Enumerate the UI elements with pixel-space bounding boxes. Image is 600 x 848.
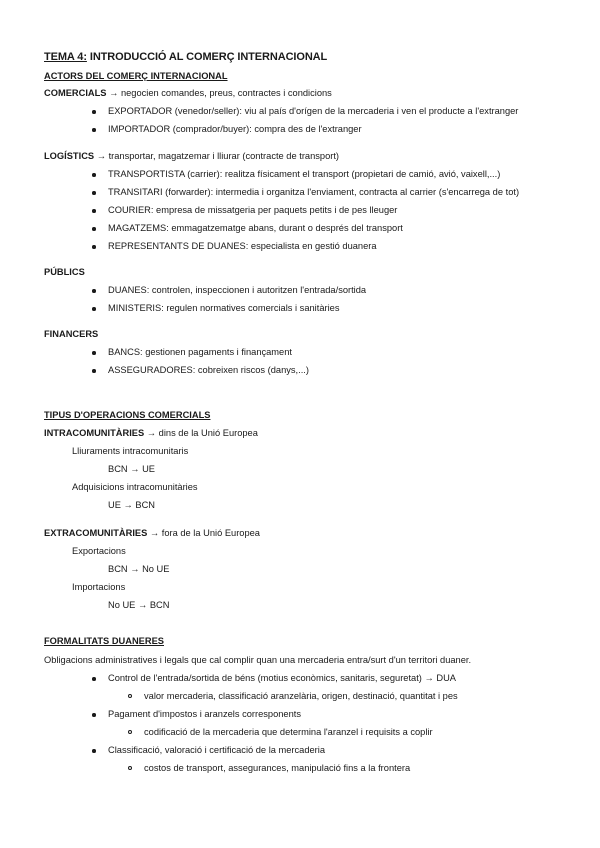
bullet-icon xyxy=(92,369,96,373)
category-financers: FINANCERS xyxy=(44,329,99,339)
list-item: BANCS: gestionen pagaments i finançament xyxy=(108,347,292,357)
subcategory-importacions: Importacions xyxy=(72,582,126,592)
subcategory-lliuraments: Lliuraments intracomunitaris xyxy=(72,446,189,456)
sub-bullet-icon xyxy=(128,766,132,770)
list-item: IMPORTADOR (comprador/buyer): compra des de l'extranger xyxy=(108,124,362,134)
list-item: MAGATZEMS: emmagatzematge abans, durant o després del transport xyxy=(108,223,403,233)
page-title xyxy=(44,51,327,63)
list-item: Control de l'entrada/sortida de béns (motius econòmics, sanitaris, seguretat) → DUA xyxy=(108,673,456,683)
category-desc: → dins de la Unió Europea xyxy=(144,428,258,438)
section-heading-formalitats: FORMALITATS DUANERES xyxy=(44,636,164,646)
bullet-icon xyxy=(92,209,96,213)
list-item: TRANSITARI (forwarder): intermedia i organitza l'enviament, contracta al carrier (s'encarrega de tot) xyxy=(108,187,520,197)
flow-lliuraments: BCN → UE xyxy=(108,464,156,474)
list-item: REPRESENTANTS DE DUANES: especialista en gestió duanera xyxy=(108,241,377,251)
list-item: COURIER: empresa de missatgeria per paquets petits i de pes lleuger xyxy=(108,205,398,215)
sub-list-item: costos de transport, assegurances, manipulació fins a la frontera xyxy=(144,763,411,773)
category-desc: → negocien comandes, preus, contractes i condicions xyxy=(106,88,332,98)
category-label: LOGÍSTICS xyxy=(44,151,95,161)
category-label: COMERCIALS xyxy=(44,88,107,98)
section-heading-actors: ACTORS DEL COMERÇ INTERNACIONAL xyxy=(44,71,228,81)
bullet-icon xyxy=(92,110,96,114)
bullet-icon xyxy=(92,227,96,231)
list-item: TRANSPORTISTA (carrier): realitza físicament el transport (propietari de camió, avió, vaixell,...) xyxy=(108,169,501,179)
bullet-icon xyxy=(92,351,96,355)
flow-importacions: No UE → BCN xyxy=(108,600,170,610)
subcategory-adquisicions: Adquisicions intracomunitàries xyxy=(72,482,198,492)
category-desc: → fora de la Unió Europea xyxy=(147,528,260,538)
category-comercials xyxy=(44,87,332,99)
title-label: TEMA 4: xyxy=(44,51,87,63)
bullet-icon xyxy=(92,173,96,177)
category-desc: → transportar, magatzemar i lliurar (contracte de transport) xyxy=(94,151,340,161)
category-intracomunitaries xyxy=(44,427,258,439)
bullet-icon xyxy=(92,749,96,753)
list-item: Pagament d'impostos i aranzels corresponents xyxy=(108,709,301,719)
title-text: INTRODUCCIÓ AL COMERÇ INTERNACIONAL xyxy=(86,51,328,63)
bullet-icon xyxy=(92,677,96,681)
category-publics: PÚBLICS xyxy=(44,267,85,277)
section-heading-operacions: TIPUS D'OPERACIONS COMERCIALS xyxy=(44,410,211,420)
bullet-icon xyxy=(92,191,96,195)
list-item: Classificació, valoració i certificació de la mercaderia xyxy=(108,745,326,755)
list-item: DUANES: controlen, inspeccionen i autoritzen l'entrada/sortida xyxy=(108,285,367,295)
formalitats-intro: Obligacions administratives i legals que cal complir quan una mercaderia entra/surt d'un territori duaner. xyxy=(44,655,472,665)
flow-exportacions: BCN → No UE xyxy=(108,564,170,574)
sub-bullet-icon xyxy=(128,694,132,698)
category-label: EXTRACOMUNITÀRIES xyxy=(44,528,148,538)
category-label: INTRACOMUNITÀRIES xyxy=(44,428,145,438)
sub-list-item: valor mercaderia, classificació aranzelària, origen, destinació, quantitat i pes xyxy=(144,691,458,701)
list-item: MINISTERIS: regulen normatives comercials i sanitàries xyxy=(108,303,340,313)
sub-list-item: codificació de la mercaderia que determina l'aranzel i requisits a coplir xyxy=(144,727,433,737)
bullet-icon xyxy=(92,713,96,717)
list-item: EXPORTADOR (venedor/seller): viu al país d'orígen de la mercaderia i ven el producte a l'extranger xyxy=(108,106,519,116)
bullet-icon xyxy=(92,245,96,249)
bullet-icon xyxy=(92,307,96,311)
flow-adquisicions: UE → BCN xyxy=(108,500,156,510)
sub-bullet-icon xyxy=(128,730,132,734)
category-extracomunitaries xyxy=(44,527,260,539)
subcategory-exportacions: Exportacions xyxy=(72,546,126,556)
bullet-icon xyxy=(92,289,96,293)
bullet-icon xyxy=(92,128,96,132)
list-item: ASSEGURADORES: cobreixen riscos (danys,...) xyxy=(108,365,309,375)
category-logistics xyxy=(44,150,339,162)
